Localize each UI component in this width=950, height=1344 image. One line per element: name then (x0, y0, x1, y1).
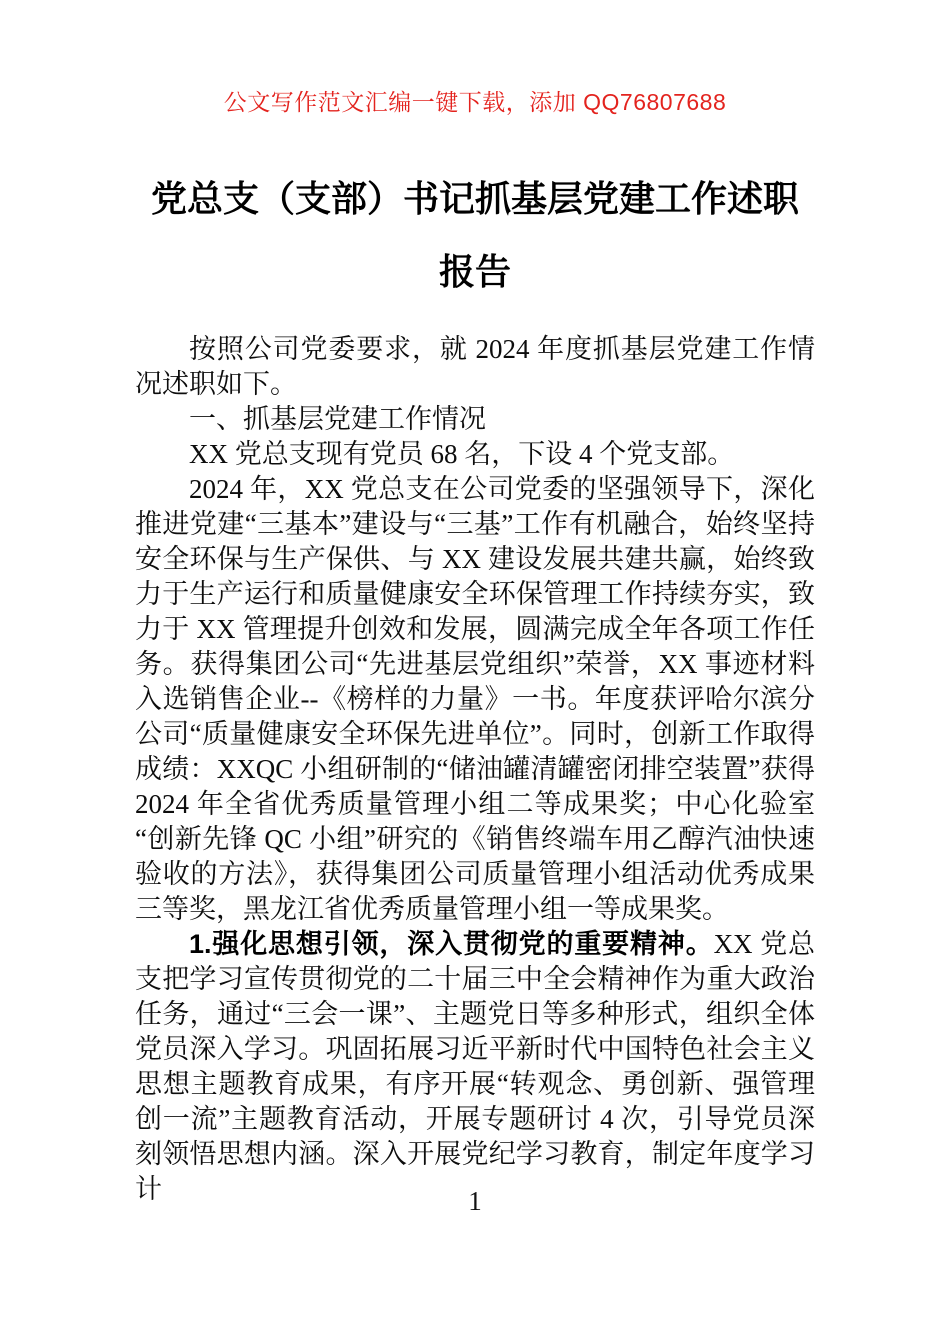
promo-banner: 公文写作范文汇编一键下载，添加 QQ76807688 (223, 89, 727, 115)
document-title: 党总支（支部）书记抓基层党建工作述职报告 (150, 178, 799, 292)
section-heading: 一、抓基层党建工作情况 (189, 404, 486, 434)
document-body (135, 332, 815, 1207)
paragraph-point-1 (135, 927, 815, 1207)
paragraph-point-1-text: XX 党总支把学习宣传贯彻党的二十届三中全会精神作为重大政治任务，通过“三会一课”、主题党日等多种形式，组织全体党员深入学习。巩固拓展习近平新时代中国特色社会主义思想主题教育成果，有序开展“转观念、勇创新、强管理创一流”主题教育活动，开展专题研讨 4 次，引导党员深刻领悟思想内涵。深入开展党纪学习教育，制定年度学习计 (135, 929, 815, 1204)
paragraph-lead-bold: 1.强化思想引领，深入贯彻党的重要精神。 (189, 929, 714, 959)
paragraph-overview: 2024 年，XX 党总支在公司党委的坚强领导下，深化推进党建“三基本”建设与“三基”工作有机融合，始终坚持安全环保与生产保供、与 XX 建设发展共建共赢，始终致力于生产运行和质量健康安全环保管理工作持续夯实，致力于 XX 管理提升创效和发展，圆满完成全年各项工作任务。获得集团公司“先进基层党组织”荣誉，XX 事迹材料入选销售企业--《榜样的力量》一书。年度获评哈尔滨分公司“质量健康安全环保先进单位”。同时，创新工作取得成绩：XXQC 小组研制的“储油罐清罐密闭排空装置”获得 2024 年全省优秀质量管理小组二等成果奖；中心化验室“创新先锋 QC 小组”研究的《销售终端车用乙醇汽油快速验收的方法》，获得集团公司质量管理小组活动优秀成果三等奖，黑龙江省优秀质量管理小组一等成果奖。 (135, 474, 815, 924)
paragraph-intro: 按照公司党委要求，就 2024 年度抓基层党建工作情况述职如下。 (135, 334, 815, 399)
paragraph-membership: XX 党总支现有党员 68 名，下设 4 个党支部。 (189, 439, 735, 469)
page-number: 1 (468, 1186, 482, 1216)
